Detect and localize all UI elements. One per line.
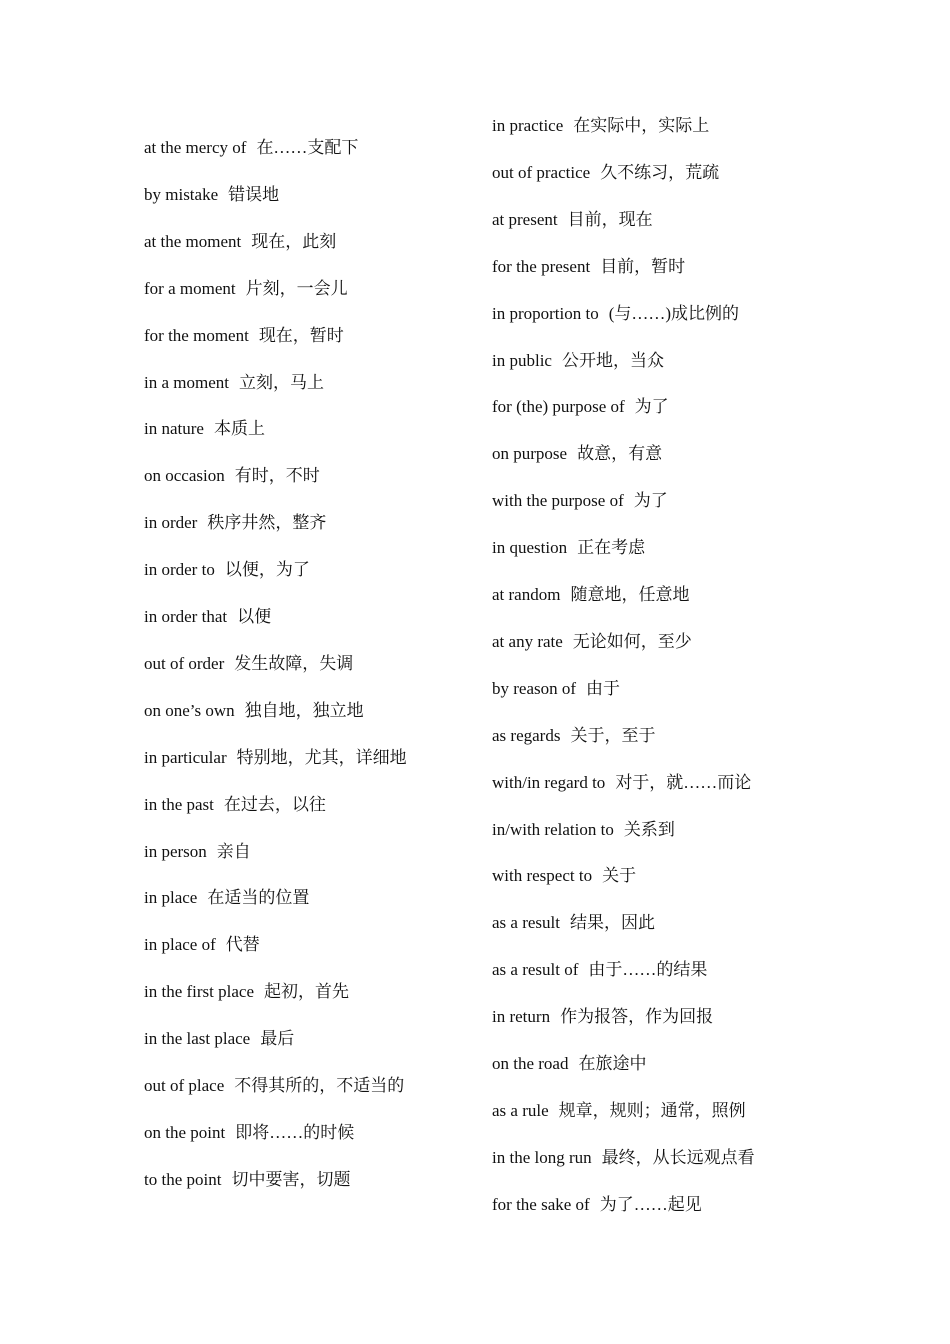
phrase-entry [144, 184, 279, 206]
phrase-chinese: 切中要害，切题 [231, 1169, 351, 1189]
phrase-english: in the long run [492, 1147, 592, 1167]
phrase-chinese: 规章，规则；通常，照例 [558, 1100, 746, 1120]
phrase-chinese: 最终，从长远观点看 [601, 1147, 755, 1167]
phrase-entry [144, 981, 349, 1003]
phrase-entry [492, 350, 664, 372]
phrase-chinese: 独自地，独立地 [244, 700, 364, 720]
phrase-english: in public [492, 350, 552, 370]
phrase-entry [144, 934, 260, 956]
phrase-english: on purpose [492, 444, 568, 464]
phrase-english: in order [144, 513, 198, 533]
phrase-english: in order to [144, 560, 215, 580]
phrase-english: in question [492, 538, 568, 558]
phrase-chinese: 故意，有意 [577, 444, 663, 464]
phrase-english: out of order [144, 653, 225, 673]
phrase-chinese: 在实际中，实际上 [573, 116, 710, 135]
phrase-entry [492, 490, 668, 512]
phrase-chinese: 代替 [225, 935, 260, 955]
phrase-entry [492, 537, 645, 559]
phrase-chinese: 由于……的结果 [588, 960, 708, 980]
phrase-entry [144, 653, 353, 675]
phrase-chinese: 特别地，尤其，详细地 [236, 747, 407, 767]
phrase-english: on one’s own [144, 700, 235, 720]
phrase-entry [144, 700, 364, 722]
phrase-english: at the moment [144, 231, 242, 251]
phrase-chinese: 作为报答，作为回报 [560, 1007, 714, 1027]
phrase-entry [144, 841, 251, 863]
phrase-chinese: 本质上 [213, 419, 265, 439]
phrase-english: as a result [492, 913, 560, 933]
phrase-english: in order that [144, 607, 228, 626]
phrase-chinese: 为了 [634, 397, 669, 417]
phrase-chinese: 发生故障，失调 [234, 653, 354, 673]
phrase-english: to the point [144, 1169, 222, 1189]
phrase-chinese: 最后 [260, 1029, 295, 1049]
phrase-chinese: 对于，就……而论 [615, 772, 752, 792]
phrase-chinese: 由于 [586, 678, 621, 698]
phrase-chinese: 在旅途中 [578, 1054, 647, 1073]
phrase-entry [492, 912, 655, 934]
phrase-entry [144, 1122, 354, 1144]
phrase-entry [492, 209, 653, 231]
phrase-entry [144, 559, 310, 581]
phrase-english: as a result of [492, 960, 579, 980]
phrase-entry [144, 512, 326, 534]
phrase-entry [492, 819, 675, 841]
phrase-chinese: 有时，不时 [234, 466, 320, 486]
phrase-entry [144, 794, 326, 816]
phrase-chinese: 在过去，以往 [223, 794, 326, 814]
phrase-english: for a moment [144, 278, 236, 298]
phrase-chinese: 随意地，任意地 [570, 585, 690, 604]
phrase-english: in return [492, 1007, 551, 1027]
phrase-chinese: 以便 [237, 607, 272, 626]
phrase-chinese: 关系到 [623, 819, 675, 839]
phrase-english: in proportion to [492, 303, 599, 323]
phrase-entry [144, 1169, 350, 1191]
phrase-english: on the road [492, 1054, 569, 1073]
phrase-entry [144, 1075, 404, 1097]
phrase-english: as a rule [492, 1100, 549, 1120]
phrase-entry [492, 396, 669, 418]
phrase-english: in the first place [144, 982, 254, 1002]
phrase-entry [144, 465, 320, 487]
phrase-chinese: (与……)成比例的 [608, 303, 740, 323]
phrase-entry [492, 1194, 702, 1216]
phrase-english: on the point [144, 1122, 226, 1142]
phrase-entry [144, 1028, 294, 1050]
phrase-chinese: 秩序井然，整齐 [207, 513, 327, 533]
phrase-chinese: 立刻，马上 [238, 372, 324, 392]
phrase-chinese: 现在，此刻 [251, 231, 337, 251]
phrase-english: for the present [492, 256, 591, 276]
phrase-entry [492, 865, 636, 887]
phrase-chinese: 无论如何，至少 [572, 631, 692, 651]
phrase-entry [492, 256, 685, 278]
phrase-entry [492, 443, 662, 465]
phrase-english: in/with relation to [492, 819, 614, 839]
phrase-english: with the purpose of [492, 491, 624, 511]
phrase-entry [492, 1006, 713, 1028]
phrase-english: with respect to [492, 866, 593, 886]
phrase-entry [492, 725, 655, 747]
phrase-english: at random [492, 585, 561, 604]
phrase-english: in place of [144, 935, 216, 955]
phrase-entry [492, 584, 689, 606]
phrase-english: in particular [144, 747, 227, 767]
phrase-chinese: 久不练习，荒疏 [600, 162, 720, 182]
phrase-english: out of place [144, 1076, 225, 1095]
phrase-entry [492, 162, 719, 184]
phrase-english: with/in regard to [492, 772, 606, 792]
phrase-english: at any rate [492, 631, 563, 651]
phrase-chinese: 在……支配下 [256, 138, 359, 157]
phrase-english: on occasion [144, 466, 225, 486]
phrase-chinese: 起初，首先 [264, 982, 349, 1002]
phrase-chinese: 结果，因此 [569, 913, 655, 933]
phrase-entry [492, 631, 692, 653]
phrase-entry [492, 303, 739, 325]
phrase-entry [144, 887, 309, 909]
phrase-english: in a moment [144, 372, 229, 392]
phrase-entry [492, 1100, 746, 1122]
phrase-entry [492, 678, 620, 700]
phrase-entry [144, 231, 336, 253]
phrase-english: out of practice [492, 162, 591, 182]
phrase-entry [144, 278, 348, 300]
phrase-chinese: 正在考虑 [577, 538, 646, 558]
phrase-english: in place [144, 888, 198, 908]
phrase-chinese: 亲自 [216, 841, 251, 861]
phrase-chinese: 即将……的时候 [235, 1122, 355, 1142]
phrase-chinese: 为了……起见 [599, 1194, 702, 1214]
phrase-chinese: 现在，暂时 [258, 325, 344, 345]
phrase-entry [144, 372, 324, 394]
phrase-entry [144, 137, 358, 159]
phrase-entry [144, 418, 265, 440]
phrase-entry [492, 959, 707, 981]
phrase-entry [492, 1147, 755, 1169]
phrase-english: at the mercy of [144, 138, 247, 157]
phrase-english: in the past [144, 794, 214, 814]
phrase-entry [492, 1053, 646, 1075]
phrase-english: in the last place [144, 1029, 251, 1049]
phrase-chinese: 以便，为了 [224, 560, 310, 580]
phrase-chinese: 关于，至于 [570, 725, 656, 745]
phrase-entry [144, 606, 271, 628]
phrase-entry [492, 115, 709, 137]
phrase-chinese: 为了 [633, 491, 668, 511]
phrase-english: in practice [492, 116, 564, 135]
phrase-entry [144, 325, 344, 347]
phrase-english: in person [144, 841, 207, 861]
phrase-chinese: 公开地，当众 [561, 350, 664, 370]
phrase-english: by mistake [144, 184, 219, 204]
phrase-chinese: 目前，现在 [567, 209, 653, 229]
phrase-chinese: 片刻，一会儿 [245, 278, 348, 298]
phrase-chinese: 不得其所的，不适当的 [234, 1076, 405, 1095]
phrase-chinese: 错误地 [228, 184, 280, 204]
phrase-english: in nature [144, 419, 204, 439]
phrase-english: for (the) purpose of [492, 397, 625, 417]
phrase-chinese: 在适当的位置 [207, 888, 310, 908]
phrase-english: at present [492, 209, 558, 229]
phrase-chinese: 目前，暂时 [600, 256, 686, 276]
phrase-entry [144, 747, 407, 769]
phrase-english: for the moment [144, 325, 249, 345]
phrase-entry [492, 772, 751, 794]
phrase-english: as regards [492, 725, 561, 745]
phrase-chinese: 关于 [602, 866, 637, 886]
phrase-english: for the sake of [492, 1194, 590, 1214]
phrase-english: by reason of [492, 678, 577, 698]
